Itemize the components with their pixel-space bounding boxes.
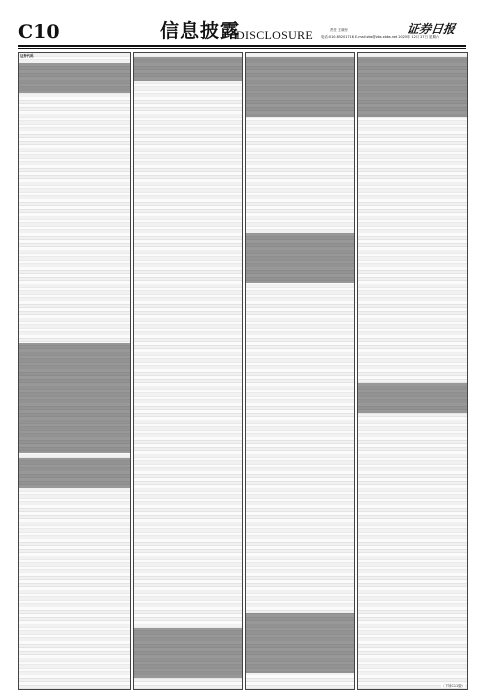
masthead-rule-thick bbox=[18, 45, 466, 47]
dense-table-block bbox=[246, 613, 354, 673]
masthead-rule-thin bbox=[18, 48, 466, 49]
section-title-en: DISCLOSURE bbox=[236, 28, 314, 42]
masthead bbox=[0, 0, 484, 46]
page-number: C10 bbox=[18, 21, 60, 43]
dense-table-block bbox=[19, 63, 130, 93]
disclosure-column-3 bbox=[245, 52, 355, 690]
dense-table-block bbox=[19, 458, 130, 488]
dense-table-block bbox=[358, 57, 467, 117]
disclosure-column-4 bbox=[357, 52, 468, 690]
dense-table-block bbox=[246, 233, 354, 283]
dense-table-block bbox=[358, 383, 467, 413]
dense-table-block bbox=[19, 343, 130, 453]
dense-table-block bbox=[134, 57, 242, 81]
disclosure-column-1 bbox=[18, 52, 131, 690]
column-title: 证券代码 bbox=[20, 53, 34, 58]
newspaper-logo: 证券日报 bbox=[406, 22, 456, 36]
dense-table-block bbox=[134, 628, 242, 678]
dense-table-block bbox=[246, 57, 354, 117]
section-title-cn: 信息披露 bbox=[160, 20, 241, 42]
continuation-note: （下转C11版） bbox=[441, 684, 465, 688]
contact-line: 电话:010-85201716 E-mail:zbs@zbs.xbbs.net 2025年 12月 27日 星期六 bbox=[321, 35, 440, 39]
disclosure-column-2 bbox=[133, 52, 243, 690]
editor-credit: 责任 王晓东 bbox=[330, 28, 349, 32]
